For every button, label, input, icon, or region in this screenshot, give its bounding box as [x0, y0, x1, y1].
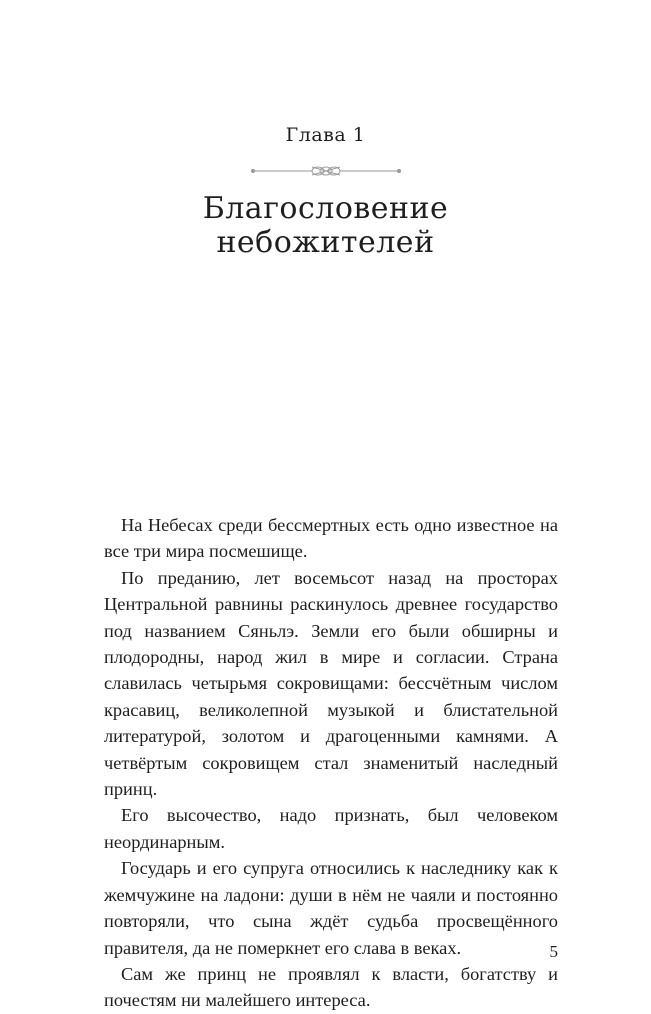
- chapter-title-line-1: Благословение: [202, 191, 449, 226]
- paragraph: На Небесах среди бессмертных есть одно известное на все три мира посмешище.: [104, 515, 558, 562]
- body-text: [104, 512, 558, 1014]
- chapter-title-line-2: небожителей: [216, 225, 435, 260]
- paragraph: Сам же принц не проявлял к власти, богатству и почестям ни малейшего интереса.: [104, 963, 558, 1011]
- knot-divider-icon: [248, 164, 404, 178]
- paragraph: По преданию, лет восемьсот назад на просторах Центральной равнины раскинулось древнее государство под названием Сяньлэ. Земли его были обширны и плодородны, народ жил в мире и согласии. Страна славилась четырьмя сокровищами: бессчётным числом красавиц, великолепной музыкой и блистательной литературой, золотом и драгоценными камнями. А четвёртым сокровищем стал знаменитый наследный принц.: [104, 567, 558, 800]
- chapter-title: [0, 192, 651, 260]
- chapter-label: Глава 1: [285, 124, 366, 146]
- page-number: 5: [549, 942, 558, 961]
- paragraph: Государь и его супруга относились к наследнику как к жемчужине на ладони: души в нём не чаяли и постоянно повторяли, что сына ждёт судьба просвещённого правителя, да не померкнет его слава в веках.: [104, 858, 558, 958]
- paragraph: Его высочество, надо признать, был человеком неординарным.: [104, 805, 558, 852]
